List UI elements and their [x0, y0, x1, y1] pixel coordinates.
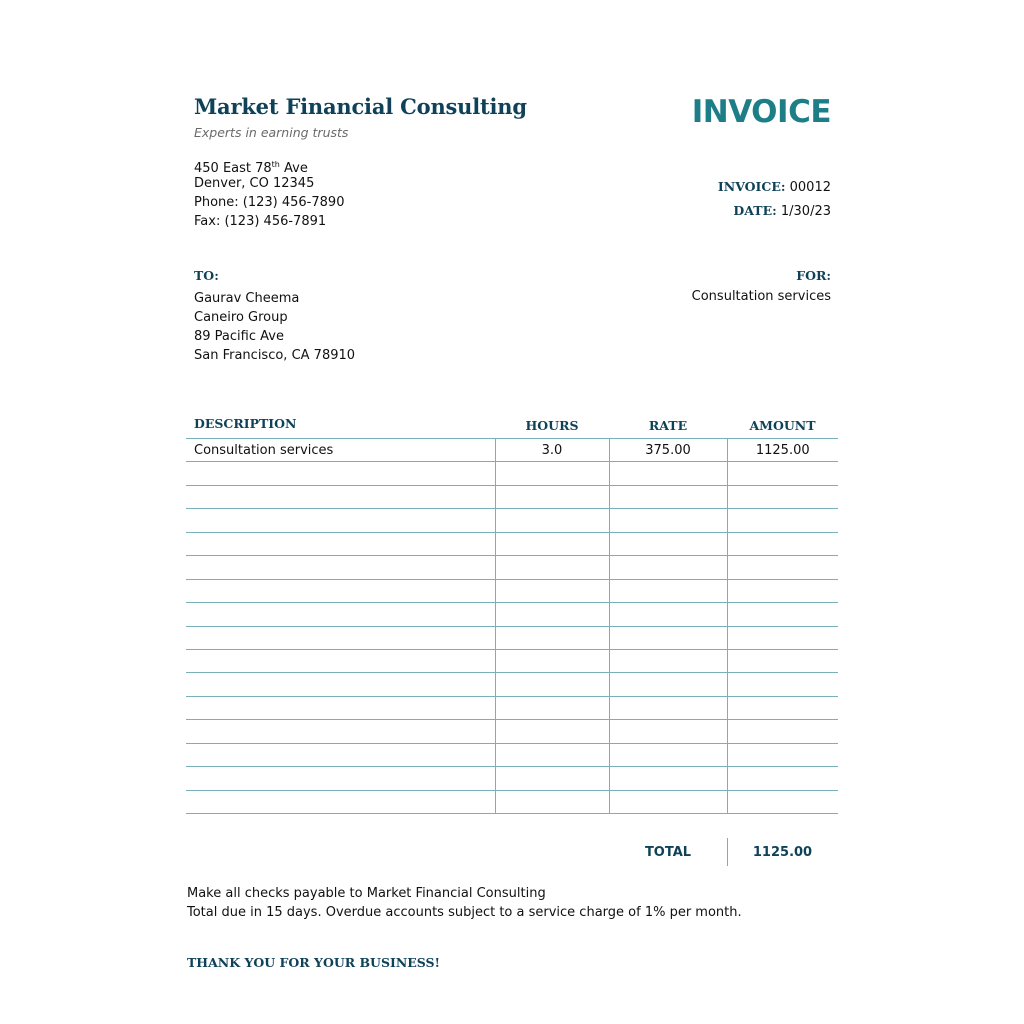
street-suffix: Ave: [279, 161, 308, 176]
cell-rate: [609, 673, 727, 696]
table-row: [186, 556, 838, 579]
company-city: Denver, CO 12345: [194, 176, 315, 191]
bill-for-label: FOR:: [796, 268, 831, 283]
invoice-title: INVOICE: [691, 94, 831, 130]
table-row: [186, 743, 838, 766]
table-row: [186, 790, 838, 813]
table-row: [186, 532, 838, 555]
cell-amount: [727, 767, 838, 790]
cell-hours: [495, 673, 609, 696]
table-row: [186, 720, 838, 743]
cell-hours: [495, 790, 609, 813]
invoice-meta: [718, 175, 831, 223]
invoice-number: 00012: [789, 180, 831, 195]
cell-amount: [727, 790, 838, 813]
cell-hours: [495, 767, 609, 790]
table-row: [186, 509, 838, 532]
cell-rate: [609, 462, 727, 485]
cell-hours: 3.0: [495, 439, 609, 462]
cell-rate: 375.00: [609, 439, 727, 462]
cell-description: Consultation services: [186, 439, 495, 462]
terms-note: Total due in 15 days. Overdue accounts subject to a service charge of 1% per month.: [187, 905, 742, 920]
cell-hours: [495, 462, 609, 485]
table-row: [186, 603, 838, 626]
cell-rate: [609, 767, 727, 790]
cell-hours: [495, 696, 609, 719]
cell-rate: [609, 532, 727, 555]
cell-rate: [609, 509, 727, 532]
bill-for-value: Consultation services: [691, 289, 831, 304]
cell-hours: [495, 626, 609, 649]
cell-hours: [495, 579, 609, 602]
table-row: [186, 767, 838, 790]
cell-amount: [727, 509, 838, 532]
table-row: [186, 696, 838, 719]
cell-rate: [609, 579, 727, 602]
cell-amount: [727, 603, 838, 626]
cell-hours: [495, 649, 609, 672]
cell-rate: [609, 485, 727, 508]
column-header-description: DESCRIPTION: [194, 416, 297, 431]
table-row: [186, 673, 838, 696]
bill-to-line: 89 Pacific Ave: [194, 329, 284, 344]
table-row: [186, 626, 838, 649]
cell-description: [186, 720, 495, 743]
table-row: [186, 462, 838, 485]
cell-amount: 1125.00: [727, 439, 838, 462]
cell-description: [186, 743, 495, 766]
cell-description: [186, 509, 495, 532]
cell-description: [186, 579, 495, 602]
table-row: [186, 649, 838, 672]
cell-description: [186, 649, 495, 672]
thank-you-message: THANK YOU FOR YOUR BUSINESS!: [187, 955, 441, 970]
cell-amount: [727, 743, 838, 766]
cell-description: [186, 696, 495, 719]
cell-amount: [727, 673, 838, 696]
company-tagline: Experts in earning trusts: [194, 125, 349, 140]
column-header-amount: AMOUNT: [749, 418, 816, 433]
cell-rate: [609, 649, 727, 672]
bill-to-line: Gaurav Cheema: [194, 291, 300, 306]
cell-rate: [609, 790, 727, 813]
cell-hours: [495, 720, 609, 743]
total-label: TOTAL: [644, 845, 692, 860]
cell-hours: [495, 509, 609, 532]
invoice-number-label: INVOICE:: [717, 179, 786, 194]
street-prefix: 450 East 78: [194, 161, 272, 176]
bill-to-block: [194, 289, 355, 365]
invoice-number-line: [718, 175, 831, 199]
cell-amount: [727, 720, 838, 743]
cell-description: [186, 556, 495, 579]
table-row: [186, 579, 838, 602]
cell-description: [186, 603, 495, 626]
cell-rate: [609, 556, 727, 579]
cell-description: [186, 673, 495, 696]
payable-note: Make all checks payable to Market Financial Consulting: [187, 886, 546, 901]
cell-description: [186, 462, 495, 485]
company-fax: Fax: (123) 456-7891: [194, 214, 327, 229]
cell-rate: [609, 743, 727, 766]
cell-rate: [609, 603, 727, 626]
cell-amount: [727, 556, 838, 579]
bill-to-line: San Francisco, CA 78910: [194, 348, 356, 363]
bill-to-label: TO:: [194, 268, 219, 283]
total-value: 1125.00: [752, 845, 813, 860]
line-items-table: [186, 438, 838, 814]
cell-amount: [727, 696, 838, 719]
table-row: [186, 439, 838, 462]
cell-rate: [609, 720, 727, 743]
street-ordinal: th: [271, 160, 280, 169]
cell-hours: [495, 603, 609, 626]
cell-amount: [727, 532, 838, 555]
column-header-rate: RATE: [648, 418, 688, 433]
cell-hours: [495, 743, 609, 766]
invoice-date-line: [718, 199, 831, 223]
invoice-date: 1/30/23: [780, 204, 831, 219]
cell-description: [186, 626, 495, 649]
cell-hours: [495, 532, 609, 555]
cell-amount: [727, 485, 838, 508]
cell-hours: [495, 485, 609, 508]
company-address: [194, 155, 344, 231]
cell-rate: [609, 696, 727, 719]
cell-hours: [495, 556, 609, 579]
bill-to-line: Caneiro Group: [194, 310, 288, 325]
cell-rate: [609, 626, 727, 649]
cell-amount: [727, 579, 838, 602]
table-row: [186, 485, 838, 508]
cell-amount: [727, 462, 838, 485]
cell-description: [186, 790, 495, 813]
column-header-hours: HOURS: [525, 418, 579, 433]
company-phone: Phone: (123) 456-7890: [194, 195, 345, 210]
company-name: Market Financial Consulting: [194, 94, 527, 119]
cell-amount: [727, 649, 838, 672]
company-street: [194, 155, 344, 174]
cell-description: [186, 532, 495, 555]
line-items-body: [186, 439, 838, 814]
invoice-date-label: DATE:: [733, 203, 777, 218]
cell-description: [186, 767, 495, 790]
cell-amount: [727, 626, 838, 649]
cell-description: [186, 485, 495, 508]
